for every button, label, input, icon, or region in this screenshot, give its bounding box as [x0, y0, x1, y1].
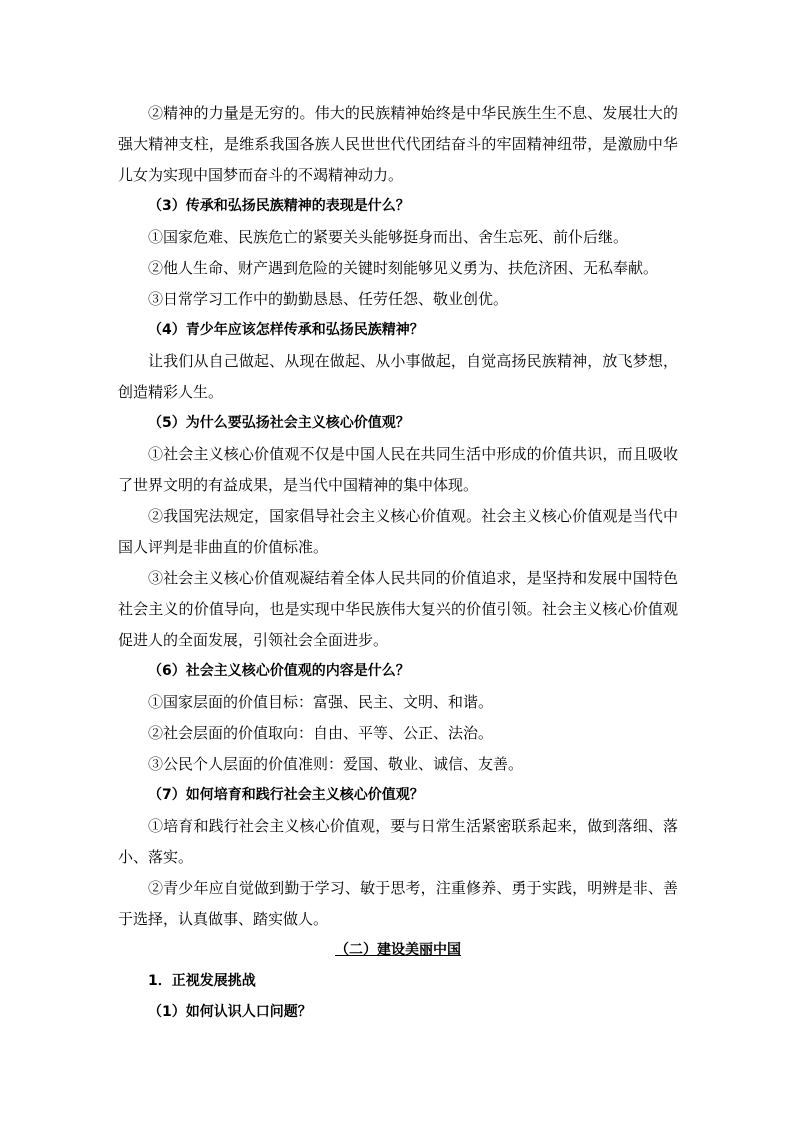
paragraph: ②我国宪法规定，国家倡导社会主义核心价值观。社会主义核心价值观是当代中国人评判是非曲直的价值标准。: [118, 507, 678, 556]
paragraph: ①社会主义核心价值观不仅是中国人民在共同生活中形成的价值共识，而且吸收了世界文明的有益成果，是当代中国精神的集中体现。: [118, 445, 678, 494]
question-heading: （6）社会主义核心价值观的内容是什么？: [148, 663, 410, 679]
question-heading: （4）青少年应该怎样传承和弘扬民族精神？: [148, 322, 424, 338]
paragraph: ②他人生命、财产遇到危险的关键时刻能够见义勇为、扶危济困、无私奉献。: [148, 259, 659, 277]
paragraph: ③社会主义核心价值观凝结着全体人民共同的价值追求，是坚持和发展中国特色社会主义的价值导向，也是实现中华民族伟大复兴的价值引领。社会主义核心价值观促进人的全面发展，引领社会全面进步。: [118, 569, 678, 649]
paragraph: ②青少年应自觉做到勤于学习、敏于思考，注重修养、勇于实践，明辨是非、善于选择，认真做事、踏实做人。: [118, 879, 678, 928]
paragraph: 让我们从自己做起、从现在做起、从小事做起，自觉高扬民族精神，放飞梦想，创造精彩人生。: [118, 352, 678, 401]
paragraph: ①国家层面的价值目标：富强、民主、文明、和谐。: [148, 693, 494, 711]
paragraph: ②社会层面的价值取向：自由、平等、公正、法治。: [148, 724, 494, 742]
question-heading: （5）为什么要弘扬社会主义核心价值观？: [148, 415, 410, 431]
document-body: [118, 98, 678, 1028]
paragraph: ②精神的力量是无穷的。伟大的民族精神始终是中华民族生生不息、发展壮大的强大精神支柱，是维系我国各族人民世世代代团结奋斗的牢固精神纽带，是激励中华儿女为实现中国梦而奋斗的不竭精神动力。: [118, 104, 678, 184]
paragraph: ③日常学习工作中的勤勤恳恳、任劳任怨、敬业创优。: [148, 290, 509, 308]
paragraph: ①国家危难、民族危亡的紧要关头能够挺身而出、舍生忘死、前仆后继。: [148, 228, 629, 246]
paragraph: ①培育和践行社会主义核心价值观，要与日常生活紧密联系起来，做到落细、落小、落实。: [118, 817, 678, 866]
question-heading: （1）如何认识人口问题？: [148, 1004, 312, 1020]
question-heading: （7）如何培育和践行社会主义核心价值观？: [148, 787, 424, 803]
question-heading: （3）传承和弘扬民族精神的表现是什么？: [148, 198, 410, 214]
paragraph: ③公民个人层面的价值准则：爱国、敬业、诚信、友善。: [148, 755, 524, 773]
section-title: [118, 935, 678, 966]
chapter-heading: 1．正视发展挑战: [148, 973, 256, 989]
section-title-text: （二）建设美丽中国: [335, 942, 461, 958]
